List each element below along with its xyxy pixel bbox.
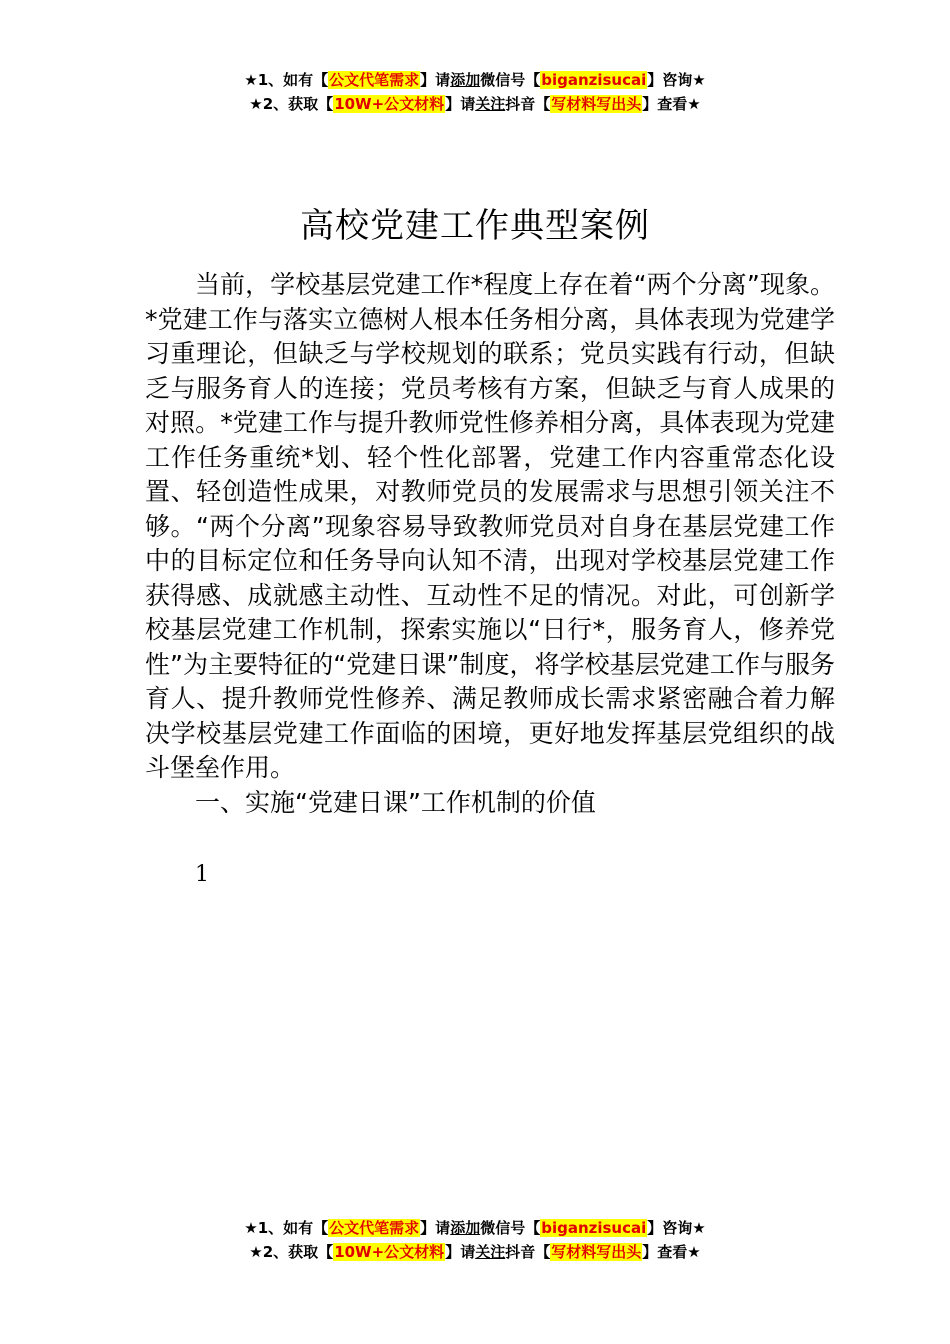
banner-highlight: 写材料写出头 — [551, 1243, 642, 1261]
banner-text: ★1、如有【 — [244, 1219, 329, 1237]
body-paragraph: 当前，学校基层党建工作*程度上存在着“两个分离”现象。*党建工作与落实立德树人根本任务相分离，具体表现为党建学习重理论，但缺乏与学校规划的联系；党员实践有行动，但缺乏与服务育人的连接；党员考核有方案，但缺乏与育人成果的对照。*党建工作与提升教师党性修养相分离，具体表现为党建工作任务重统*划、轻个性化部署，党建工作内容重常态化设置、轻创造性成果，对教师党员的发展需求与思想引领关注不够。“两个分离”现象容易导致教师党员对自身在基层党建工作中的目标定位和任务导向认知不清，出现对学校基层党建工作获得感、成就感主动性、互动性不足的情况。对此，可创新学校基层党建工作机制，探索实施以“日行*，服务育人，修养党性”为主要特征的“党建日课”制度，将学校基层党建工作与服务育人、提升教师党性修养、满足教师成长需求紧密融合着力解决学校基层党建工作面临的困境，更好地发挥基层党组织的战斗堡垒作用。 — [145, 270, 835, 782]
banner-text: 】查看★ — [642, 1243, 701, 1261]
banner-text: ★2、获取【 — [249, 1243, 334, 1261]
banner-highlight: 公文代笔需求 — [329, 1219, 420, 1237]
banner-text: ★1、如有【 — [244, 71, 329, 89]
banner-text: 】请 — [420, 1219, 451, 1237]
banner-highlight: 写材料写出头 — [551, 95, 642, 113]
banner-line-2 — [0, 1240, 950, 1264]
banner-underlined: 添加 — [450, 71, 481, 89]
banner-text: 】查看★ — [642, 95, 701, 113]
banner-underlined: 关注 — [475, 95, 506, 113]
banner-line-1 — [0, 68, 950, 92]
banner-text: 】咨询★ — [647, 1219, 706, 1237]
section-heading: 一、实施“党建日课”工作机制的价值 — [195, 787, 596, 817]
banner-text: 抖音【 — [505, 95, 551, 113]
banner-highlight: biganzisucai — [541, 1219, 647, 1237]
banner-highlight: 公文代笔需求 — [329, 71, 420, 89]
header-banner — [0, 68, 950, 116]
banner-line-1 — [0, 1216, 950, 1240]
banner-text: 微信号【 — [480, 1219, 541, 1237]
banner-highlight: 10W+公文材料 — [334, 1243, 445, 1261]
banner-highlight: biganzisucai — [541, 71, 647, 89]
banner-line-2 — [0, 92, 950, 116]
banner-text: 】请 — [420, 71, 451, 89]
page-number: 1 — [195, 862, 209, 887]
banner-highlight: 10W+公文材料 — [334, 95, 445, 113]
banner-text: 】请 — [445, 1243, 476, 1261]
footer-banner — [0, 1216, 950, 1264]
banner-text: ★2、获取【 — [249, 95, 334, 113]
banner-underlined: 添加 — [450, 1219, 481, 1237]
document-body — [145, 268, 835, 820]
banner-text: 抖音【 — [505, 1243, 551, 1261]
banner-text: 】咨询★ — [647, 71, 706, 89]
banner-text: 微信号【 — [480, 71, 541, 89]
banner-text: 】请 — [445, 95, 476, 113]
banner-underlined: 关注 — [475, 1243, 506, 1261]
document-title: 高校党建工作典型案例 — [300, 205, 650, 246]
